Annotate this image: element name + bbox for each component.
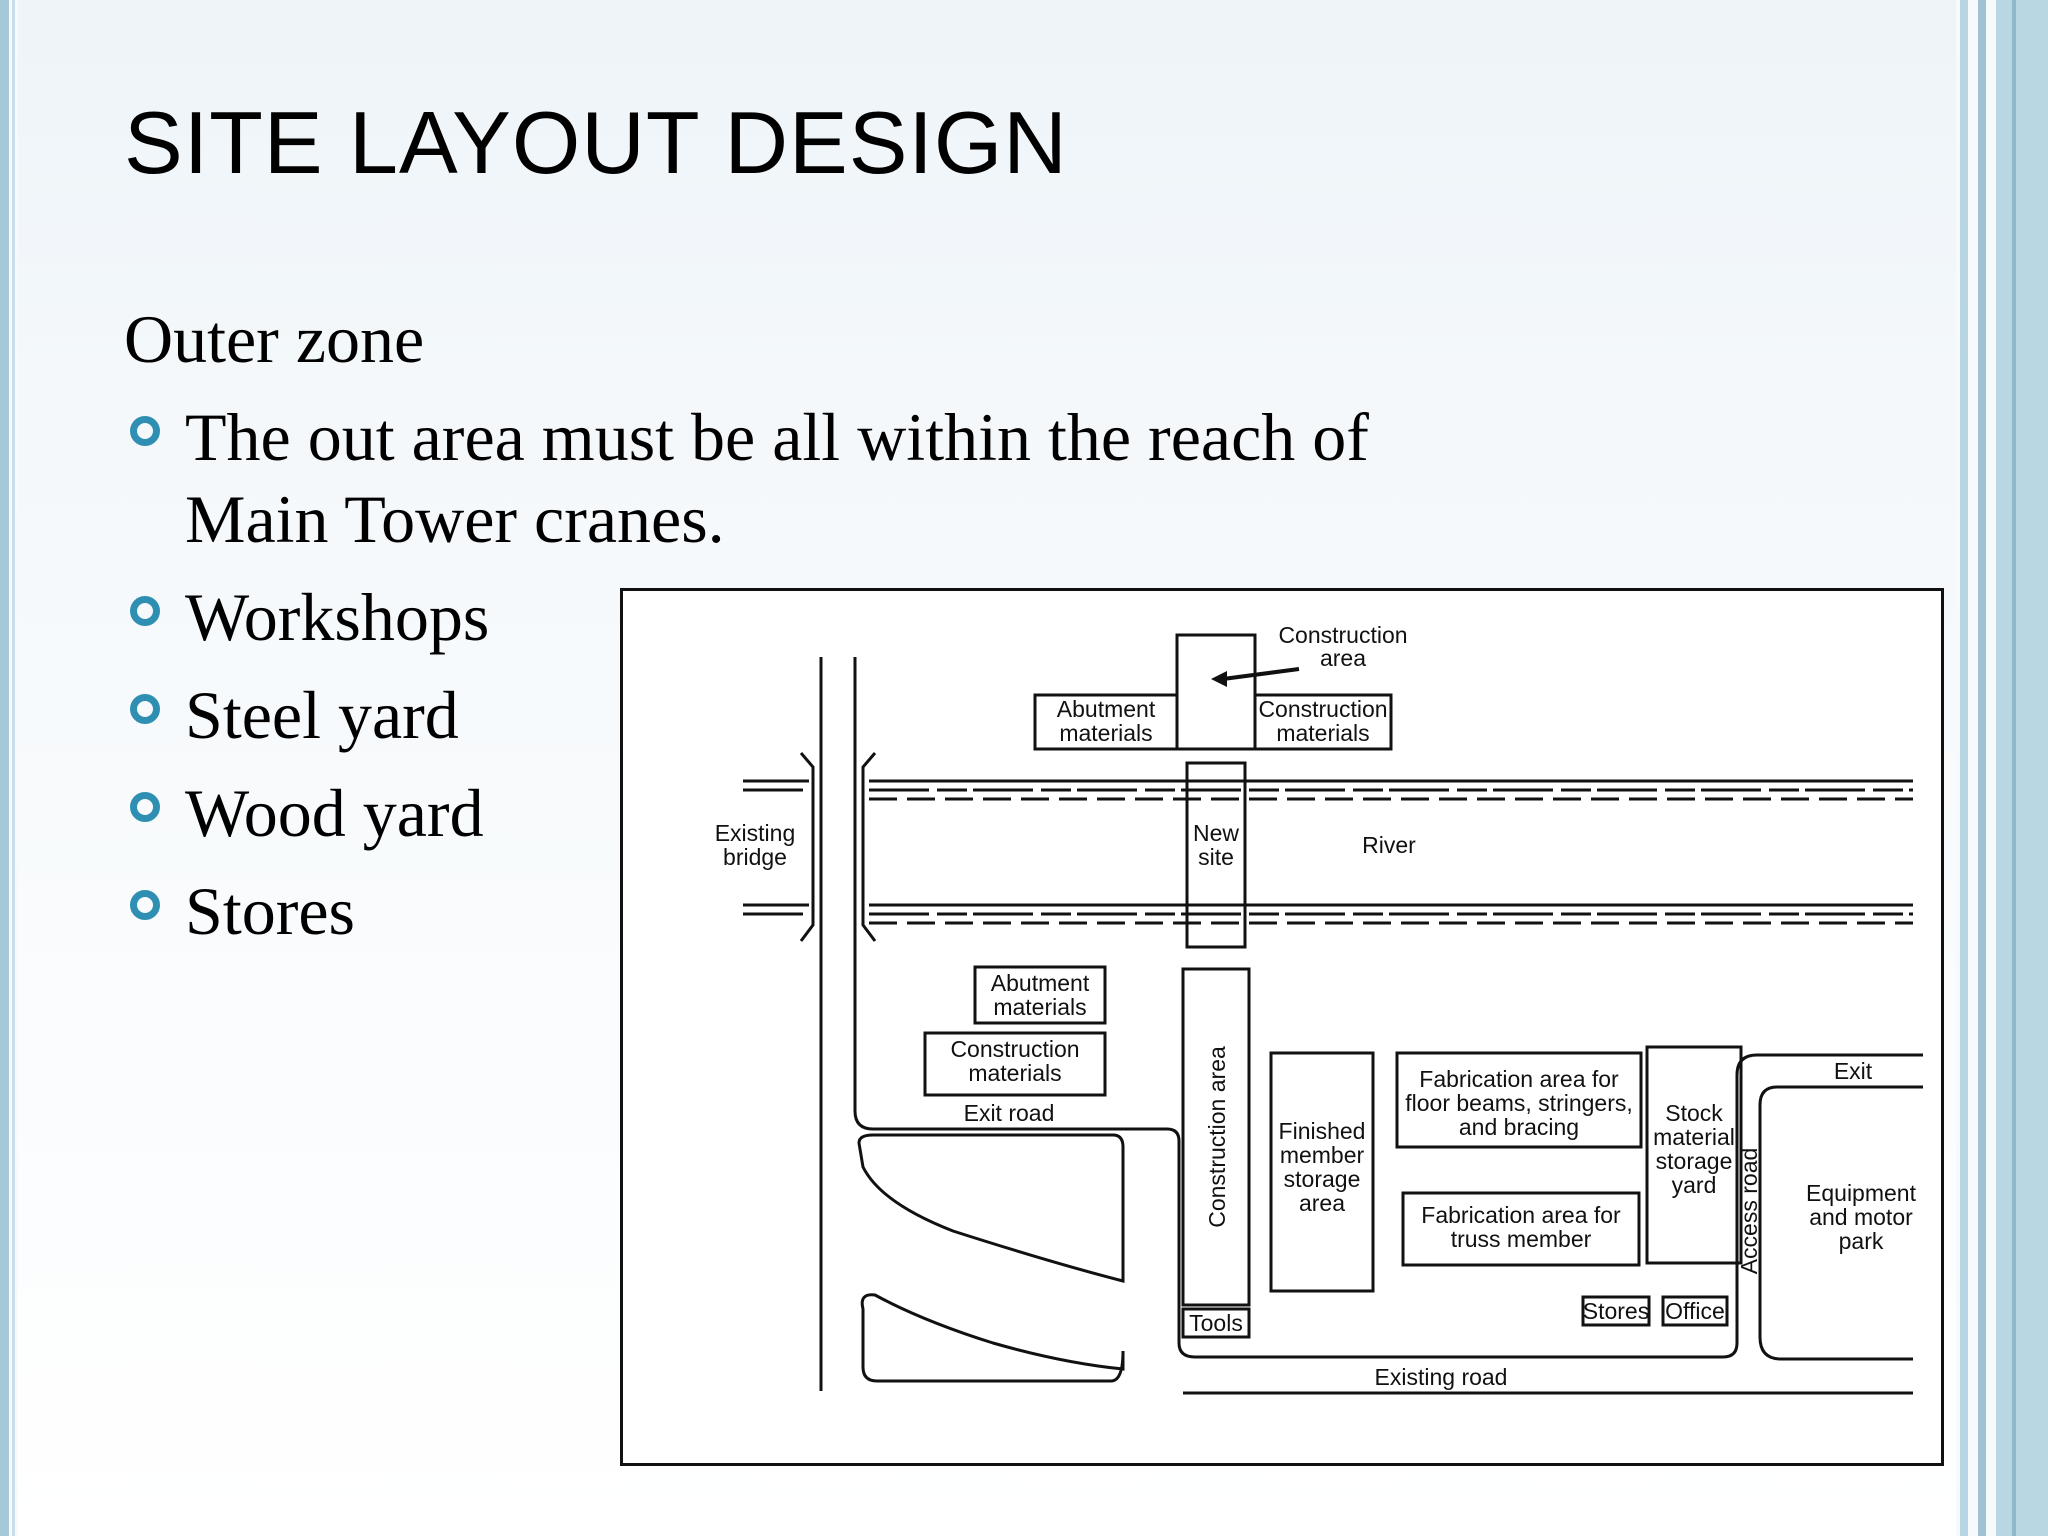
label-abutment-materials-bottom: Abutment [990, 970, 1090, 996]
label-existing-bridge: bridge [723, 844, 787, 870]
label-existing-road: Existing road [1374, 1364, 1508, 1390]
label-finished-member: Finished [1278, 1118, 1366, 1144]
right-frame-line [2012, 0, 2016, 1536]
label-equipment: and motor [1809, 1204, 1913, 1230]
label-new-site: site [1198, 844, 1234, 870]
bullet-icon [130, 596, 160, 626]
label-tools: Tools [1189, 1310, 1243, 1336]
bullet-text: Main Tower cranes. [185, 481, 725, 557]
label-fabrication-floor: floor beams, stringers, [1405, 1090, 1633, 1116]
left-frame-line [12, 0, 15, 1536]
left-frame-bar [0, 0, 9, 1536]
label-abutment-materials-top: Abutment [1056, 696, 1156, 722]
bullet-icon [130, 890, 160, 920]
right-frame-bar [1996, 0, 2048, 1536]
label-fabrication-truss: Fabrication area for [1421, 1202, 1621, 1228]
label-equipment: park [1838, 1228, 1884, 1254]
bullet-icon [130, 792, 160, 822]
label-stock-material: storage [1655, 1148, 1733, 1174]
site-layout-drawing [623, 591, 1941, 1463]
label-stock-material: yard [1671, 1172, 1717, 1198]
label-fabrication-truss: truss member [1450, 1226, 1592, 1252]
bullet-text: Workshops [185, 579, 490, 655]
label-equipment: Equipment [1806, 1180, 1916, 1206]
right-frame-bar [1960, 0, 1968, 1536]
label-abutment-materials-bottom: materials [993, 994, 1087, 1020]
label-stores: Stores [1582, 1298, 1650, 1324]
label-abutment-materials-top: materials [1059, 720, 1153, 746]
label-finished-member: storage [1283, 1166, 1361, 1192]
bullet-icon [130, 694, 160, 724]
bullet-text: Steel yard [185, 677, 459, 753]
label-stock-material: Stock [1665, 1100, 1723, 1126]
site-layout-diagram [620, 588, 1944, 1466]
label-construction-area-vertical: Construction area [1204, 1046, 1230, 1228]
label-exit-road: Exit road [963, 1100, 1055, 1126]
bullet-icon [130, 416, 160, 446]
label-river: River [1362, 832, 1416, 858]
label-construction-materials-top: materials [1276, 720, 1370, 746]
label-fabrication-floor: and bracing [1458, 1114, 1580, 1140]
slide-title: SITE LAYOUT DESIGN [124, 93, 1068, 192]
right-frame-bar [1978, 0, 1986, 1536]
label-construction-area-top: Construction [1278, 622, 1408, 648]
bullet-text: The out area must be all within the reach of [185, 399, 1369, 475]
label-new-site: New [1192, 820, 1240, 846]
label-exit: Exit [1833, 1058, 1873, 1084]
label-construction-materials-bottom: materials [968, 1060, 1062, 1086]
label-existing-bridge: Existing [714, 820, 796, 846]
label-access-road: Access road [1736, 1147, 1762, 1275]
bullet-text: Wood yard [185, 775, 484, 851]
label-construction-materials-bottom: Construction [950, 1036, 1080, 1062]
label-finished-member: member [1279, 1142, 1365, 1168]
label-construction-area-top: area [1319, 645, 1367, 671]
label-fabrication-floor: Fabrication area for [1419, 1066, 1619, 1092]
section-heading: Outer zone [124, 301, 425, 377]
label-office: Office [1665, 1298, 1725, 1324]
label-finished-member: area [1298, 1190, 1346, 1216]
bullet-text: Stores [185, 873, 355, 949]
label-stock-material: material [1653, 1124, 1735, 1150]
label-construction-materials-top: Construction [1258, 696, 1388, 722]
